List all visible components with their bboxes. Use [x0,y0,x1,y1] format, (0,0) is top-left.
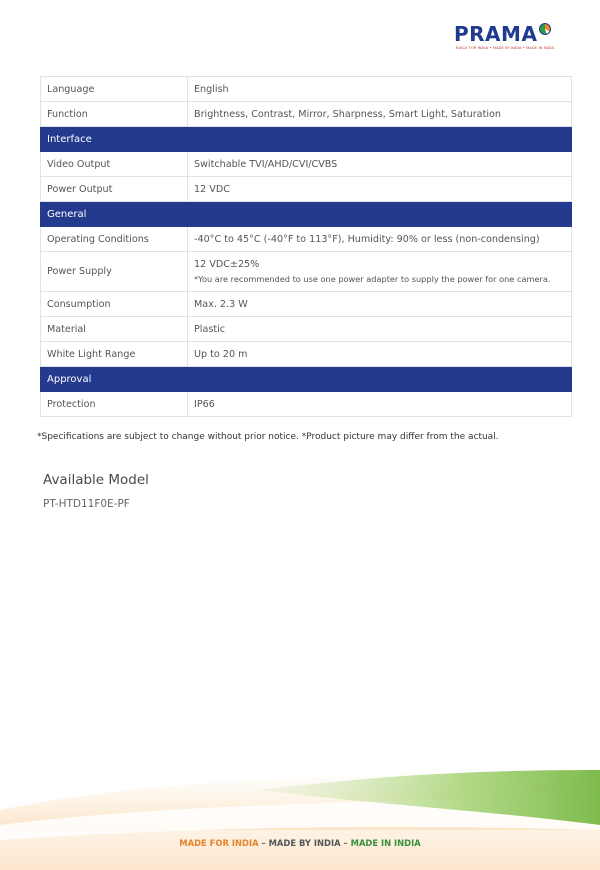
footer-separator: – [258,838,269,848]
section-header-approval [41,367,572,392]
spec-value-cell [188,392,572,417]
spec-value-cell [188,152,572,177]
spec-value: 12 VDC [194,183,230,195]
spec-label: Protection [41,392,188,417]
footer-made-in-india: MADE IN INDIA [350,838,421,848]
spec-value-cell [188,77,572,102]
spec-row [41,292,572,317]
section-title: Interface [41,127,572,152]
footer-separator: – [340,838,351,848]
footer-tricolor-wave [0,770,600,870]
spec-row [41,77,572,102]
logo-wordmark: PRAMA [454,22,538,46]
disclaimer-text: *Specifications are subject to change without prior notice. *Product picture may differ from the actual. [37,432,499,442]
spec-row [41,177,572,202]
spec-row [41,392,572,417]
spec-value-cell [188,292,572,317]
prama-logo [452,20,562,54]
spec-value: Plastic [194,323,226,335]
spec-value: English [194,83,229,95]
logo-tagline: BUILD FOR INDIA • MADE BY INDIA • MADE IN INDIA [456,46,555,50]
spec-label: Power Output [41,177,188,202]
spec-value-cell [188,102,572,127]
spec-value: Brightness, Contrast, Mirror, Sharpness, Smart Light, Saturation [194,108,501,120]
available-model-name: PT-HTD11F0E-PF [43,498,130,510]
spec-value: Up to 20 m [194,348,248,360]
spec-note: *You are recommended to use one power adapter to supply the power for one camera. [194,274,551,284]
spec-value-cell [188,177,572,202]
spec-label: Language [41,77,188,102]
logo-emblem-icon [539,23,551,35]
footer-made-by-india: MADE BY INDIA [268,838,341,848]
spec-label: Operating Conditions [41,227,188,252]
spec-label: Consumption [41,292,188,317]
available-model-heading: Available Model [43,472,149,488]
footer-tagline [0,838,600,848]
spec-label: Material [41,317,188,342]
spec-value-cell [188,252,572,292]
spec-label: Video Output [41,152,188,177]
spec-row [41,227,572,252]
spec-value-cell [188,342,572,367]
section-header-general [41,202,572,227]
section-title: General [41,202,572,227]
footer-made-for-india: MADE FOR INDIA [179,838,259,848]
section-title: Approval [41,367,572,392]
spec-value-cell [188,227,572,252]
spec-value: Switchable TVI/AHD/CVI/CVBS [194,158,338,170]
section-header-interface [41,127,572,152]
spec-value: Max. 2.3 W [194,298,248,310]
specification-table [40,76,572,417]
spec-row [41,152,572,177]
spec-row [41,342,572,367]
spec-label: Power Supply [41,252,188,292]
spec-value: -40°C to 45°C (-40°F to 113°F), Humidity: 90% or less (non-condensing) [194,233,540,245]
spec-label: White Light Range [41,342,188,367]
spec-row [41,102,572,127]
spec-value: 12 VDC±25% [194,259,260,270]
spec-label: Function [41,102,188,127]
spec-row [41,317,572,342]
spec-value: IP66 [194,398,215,410]
spec-row [41,252,572,292]
spec-value-cell [188,317,572,342]
